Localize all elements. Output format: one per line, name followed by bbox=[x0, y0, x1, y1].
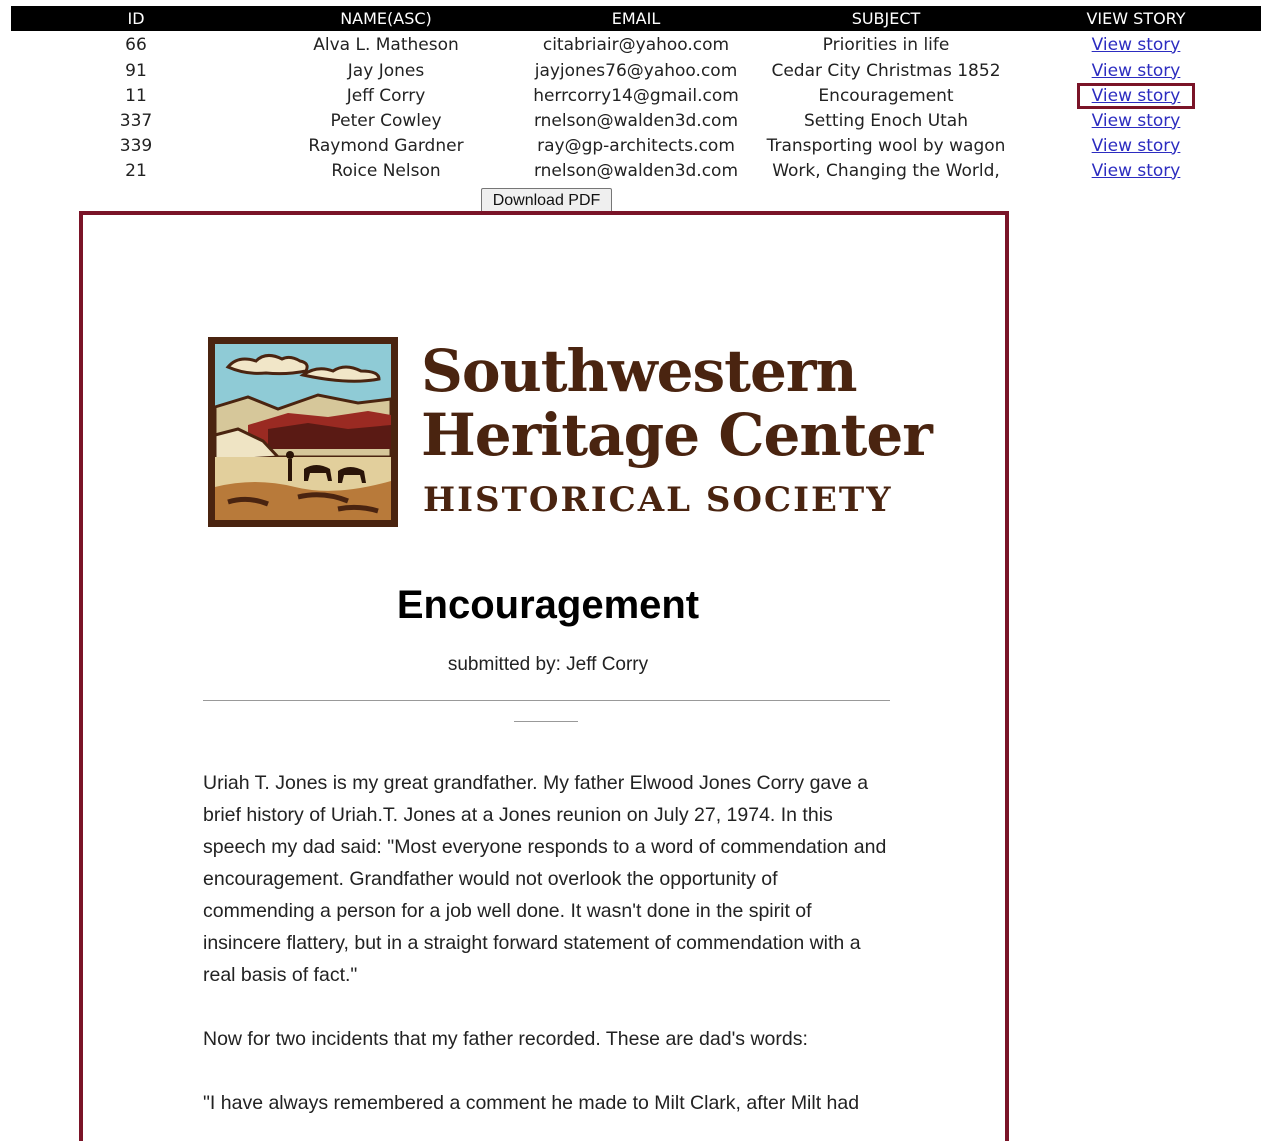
cell-view bbox=[1011, 108, 1261, 133]
cell-view bbox=[1011, 31, 1261, 58]
story-paragraph: Uriah T. Jones is my great grandfather. My father Elwood Jones Corry gave a brief history of Uriah.T. Jones at a Jones reunion on July 27, 1974. In this speech my dad said: "Most everyone responds to a word of commendation and encouragement. Grandfather would not overlook the opportunity of commending a person for a job well done. It wasn't done in the spirit of insincere flattery, but in a straight forward statement of commendation with a real basis of fact." bbox=[203, 772, 887, 986]
cell-email: jayjones76@yahoo.com bbox=[534, 60, 738, 81]
column-header-id[interactable]: ID bbox=[11, 6, 261, 31]
cell-name: Peter Cowley bbox=[330, 110, 442, 131]
view-story-link-selected[interactable]: View story bbox=[1080, 86, 1193, 106]
stories-table bbox=[11, 6, 1261, 183]
cell-id: 339 bbox=[119, 135, 153, 156]
table-row bbox=[11, 133, 1261, 158]
cell-email: herrcorry14@gmail.com bbox=[533, 85, 739, 106]
table-row bbox=[11, 31, 1261, 58]
view-story-link[interactable]: View story bbox=[1091, 110, 1181, 131]
download-pdf-button[interactable]: Download PDF bbox=[481, 188, 612, 213]
story-body bbox=[203, 767, 893, 1141]
cell-subject: Encouragement bbox=[818, 85, 954, 106]
cell-name: Roice Nelson bbox=[331, 160, 441, 181]
cell-id: 91 bbox=[125, 60, 147, 81]
logo-text-line2: Heritage Center bbox=[421, 401, 932, 469]
cell-id: 66 bbox=[125, 34, 147, 55]
column-header-view-story[interactable]: VIEW STORY bbox=[1011, 6, 1261, 31]
cell-id: 21 bbox=[125, 160, 147, 181]
cell-subject: Cedar City Christmas 1852 bbox=[771, 60, 1001, 81]
table-row bbox=[11, 108, 1261, 133]
cell-email: ray@gp-architects.com bbox=[537, 135, 735, 156]
cell-email: rnelson@walden3d.com bbox=[533, 160, 739, 181]
column-header-email[interactable]: EMAIL bbox=[511, 6, 761, 31]
story-paragraph: "I have always remembered a comment he made to Milt Clark, after Milt had bbox=[203, 1092, 860, 1114]
table-row bbox=[11, 58, 1261, 83]
view-story-link[interactable]: View story bbox=[1091, 60, 1181, 81]
cell-view bbox=[1011, 58, 1261, 83]
cell-subject: Work, Changing the World, bbox=[772, 160, 1000, 181]
divider-short bbox=[514, 721, 578, 722]
cell-name: Alva L. Matheson bbox=[313, 34, 459, 55]
story-panel bbox=[79, 211, 1009, 1141]
cell-subject: Priorities in life bbox=[822, 34, 950, 55]
story-title: Encouragement bbox=[396, 583, 700, 627]
cell-name: Jeff Corry bbox=[346, 85, 426, 106]
story-byline: submitted by: Jeff Corry bbox=[447, 654, 649, 675]
cell-view bbox=[1011, 133, 1261, 158]
cell-email: rnelson@walden3d.com bbox=[533, 110, 739, 131]
cell-name: Jay Jones bbox=[347, 60, 425, 81]
view-story-link[interactable]: View story bbox=[1091, 135, 1181, 156]
logo-text-line3: HISTORICAL SOCIETY bbox=[423, 480, 893, 520]
cell-view bbox=[1011, 83, 1261, 108]
divider-long bbox=[203, 700, 890, 701]
story-paragraph: Now for two incidents that my father recorded. These are dad's words: bbox=[203, 1028, 808, 1050]
cell-subject: Setting Enoch Utah bbox=[803, 110, 968, 131]
view-story-link[interactable]: View story bbox=[1091, 160, 1181, 181]
column-header-name[interactable]: NAME(ASC) bbox=[261, 6, 511, 31]
heritage-center-logo bbox=[208, 337, 932, 527]
table-row bbox=[11, 83, 1261, 108]
cell-email: citabriair@yahoo.com bbox=[542, 34, 730, 55]
cell-id: 11 bbox=[125, 85, 147, 106]
logo-text-line1: Southwestern bbox=[421, 337, 857, 405]
table-header-row bbox=[11, 6, 1261, 31]
column-header-subject[interactable]: SUBJECT bbox=[761, 6, 1011, 31]
landscape-logo-icon bbox=[208, 337, 398, 527]
cell-view bbox=[1011, 158, 1261, 183]
cell-id: 337 bbox=[119, 110, 153, 131]
cell-name: Raymond Gardner bbox=[308, 135, 464, 156]
table-row bbox=[11, 158, 1261, 183]
cell-subject: Transporting wool by wagon bbox=[766, 135, 1006, 156]
view-story-link[interactable]: View story bbox=[1091, 34, 1181, 55]
